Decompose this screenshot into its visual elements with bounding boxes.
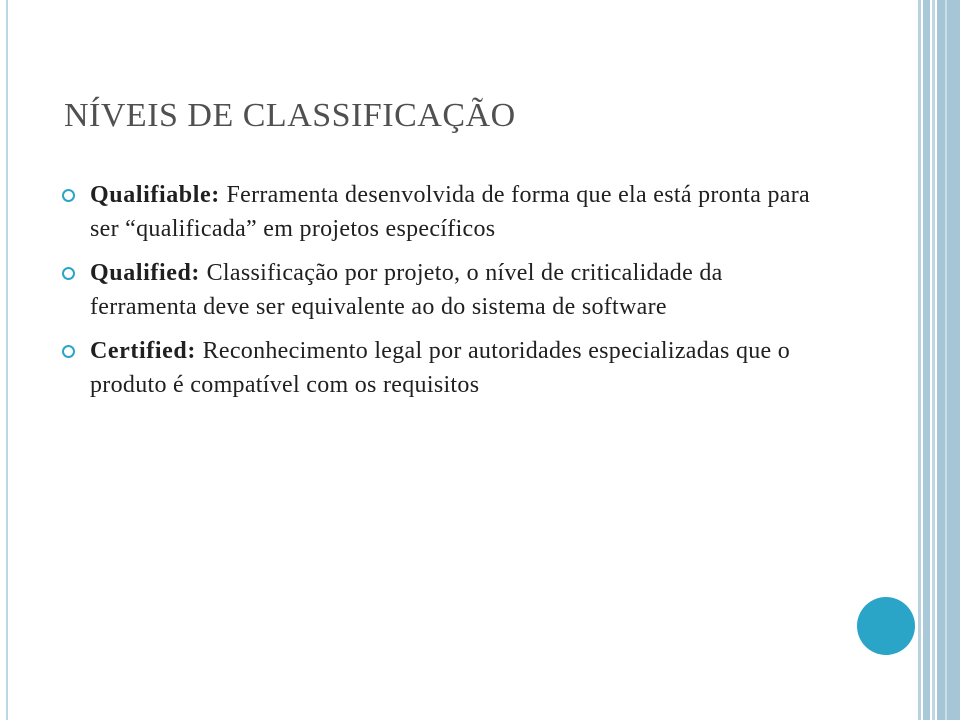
bullet-circle-icon: [62, 267, 75, 280]
bullet-circle-icon: [62, 345, 75, 358]
bullet-circle-icon: [62, 189, 75, 202]
right-decorative-stripe: [932, 0, 935, 720]
bullet-list: [60, 178, 820, 412]
bullet-item-certified: [60, 334, 820, 402]
bullet-term: Qualifiable:: [90, 182, 227, 208]
right-decorative-stripe: [923, 0, 930, 720]
accent-circle: [857, 597, 915, 655]
bullet-term: Qualified:: [90, 260, 207, 286]
slide-title: NÍVEIS DE CLASSIFICAÇÃO: [64, 97, 516, 134]
bullet-text: Ferramenta desenvolvida de forma que ela está pronta para ser “qualificada” em projetos específicos: [90, 182, 810, 242]
bullet-item-qualified: [60, 256, 820, 324]
bullet-item-qualifiable: [60, 178, 820, 246]
right-decorative-stripe: [945, 0, 947, 720]
right-decorative-stripe: [918, 0, 921, 720]
right-decorative-stripe: [937, 0, 960, 720]
left-border-line: [6, 0, 8, 720]
bullet-term: Certified:: [90, 338, 203, 364]
bullet-text: Classificação por projeto, o nível de criticalidade da ferramenta deve ser equivalente ao do sistema de software: [90, 260, 723, 320]
bullet-text: Reconhecimento legal por autoridades especializadas que o produto é compatível com os requisitos: [90, 338, 791, 398]
